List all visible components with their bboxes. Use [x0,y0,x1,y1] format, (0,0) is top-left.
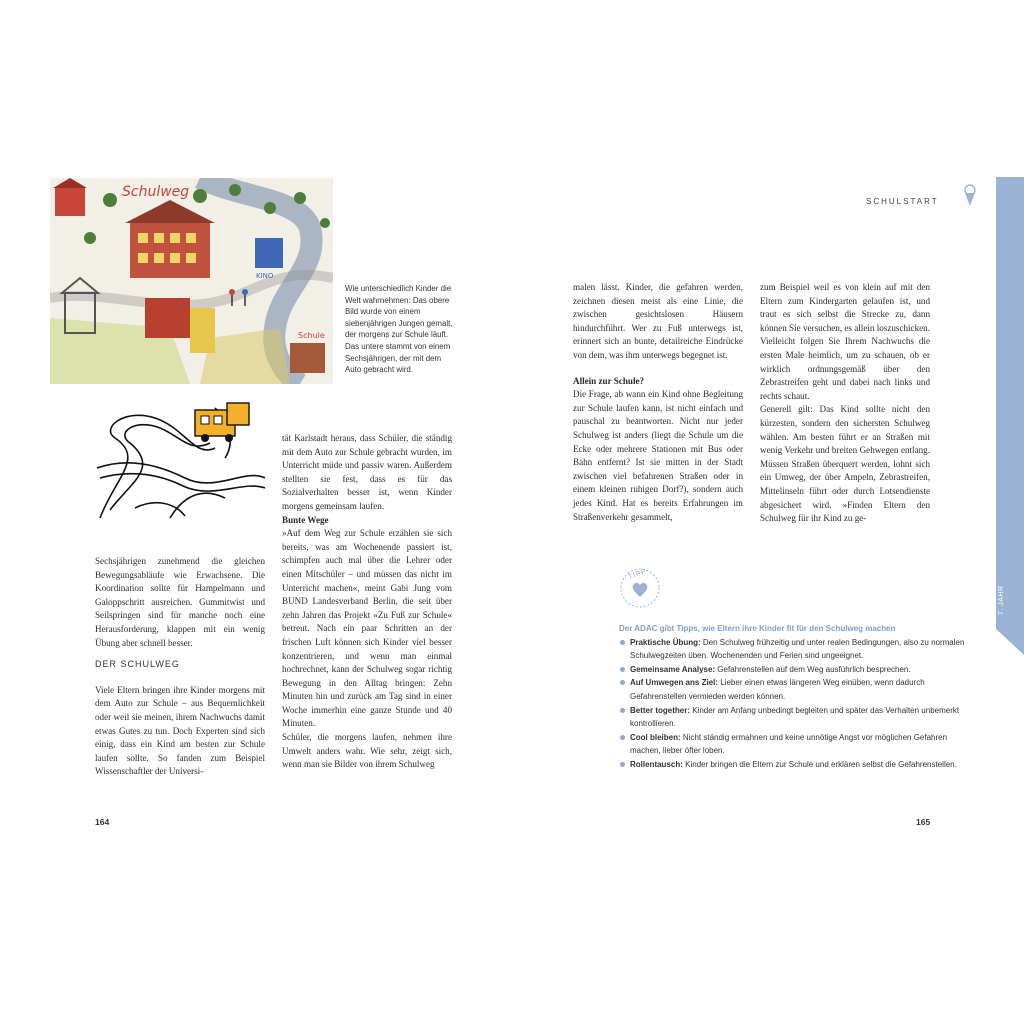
car-child-drawing [95,398,270,522]
chapter-side-tab-label: 7. JAHR [998,585,1005,615]
section-heading-schulweg: DER SCHULWEG [95,659,180,670]
image-caption: Wie unterschiedlich Kinder die Welt wahrnehmen: Das obere Bild wurde von einem siebenjährigen Jungen gemalt, der morgens zur Schule läuft. Das untere stammt von einem Sechsjährigen, der mit dem Auto gebracht wird. [345,284,453,375]
tip-text: Nicht ständig ermahnen und keine unnötige Angst vor möglichen Gefahren machen, lieber öfter loben. [630,732,948,756]
walking-child-drawing-art [50,178,333,384]
tip-term: Praktische Übung: [630,637,701,647]
subheading-allein-zur-schule: Allein zur Schule? [573,375,645,386]
right-col2-paragraph-2: Generell gilt: Das Kind sollte nicht den kürzesten, sondern den sichersten Schulweg wählen. Am besten führt er an Straßen mit wenig Verkehr und breiten Gehwegen entlang. Müssen Straßen überquert werden, lohnt sich ein Umweg, der über Ampeln, Zebrastreifen, Mittelinseln führt oder durch Lotsendienste abgesichert wird. »Finden Eltern den Schulweg für ihr Kind zu ge- [760,404,930,524]
car-child-drawing-art [95,398,270,522]
tip-badge-label: TIPP [627,567,649,582]
left-col2-paragraph-3: Schüler, die morgens laufen, nehmen ihre Umwelt anders wahr. Wie sehr, zeigt sich, wenn man sie Bilder von ihrem Schulweg [282,732,452,770]
tips-heading: Der ADAC gibt Tipps, wie Eltern ihre Kinder fit für den Schulweg machen [619,624,896,633]
right-col1-paragraph-2: Die Frage, ab wann ein Kind ohne Begleitung zur Schule laufen kann, ist nicht einfach und pauschal zu beantworten. Nicht nur jeder Schulweg ist anders (liegt die Schule um die Ecke oder mehrere Stationen mit Bus oder Bahn entfernt? Ist sie mitten in der Stadt zwischen viel befahrenen Straßen oder in einem kleinen ruhigen Dorf?), sondern auch jedes Kind. Hat es bereits Erfahrungen im Straßenverkehr gesammelt, [573,389,743,522]
tip-item [619,758,971,772]
running-head: SCHULSTART [866,197,939,206]
tip-item [619,676,971,703]
left-col1-paragraph-2: Viele Eltern bringen ihre Kinder morgens mit dem Auto zur Schule – aus Bequemlichkeit oder weil sie meinen, ihrem Nachwuchs damit etwas Gutes zu tun. Doch Experten sind sich einig, dass ein Kind am besten zur Schule laufen sollte. So fanden zum Beispiel Wissenschaftler der Universi- [95,684,265,777]
tip-term: Gemeinsame Analyse: [630,664,716,674]
left-col1-paragraph-1: Sechsjährigen zunehmend die gleichen Bewegungsabläufe wie Erwachsene. Die Koordination sollte für Hampelmann und Galoppschritt ausreichen. Gummitwist und Seilspringen sind für manche noch eine Herausforderung, klappen mit ein wenig Übung aber schnell besser. [95,556,265,648]
tip-text: Lieber einen etwas längeren Weg einüben, wenn dadurch Gefahrenstellen vermieden werden können. [630,678,925,701]
tip-item [619,731,971,758]
chapter-side-tab [996,177,1024,655]
left-column-1 [95,555,265,779]
tip-term: Auf Umwegen ans Ziel: [630,678,719,688]
left-col2-paragraph-2: »Auf dem Weg zur Schule erzählen sie sich bereits, was am Wochenende passiert ist, schimpfen auch mal über die Lehrer oder einen Mitschüler – und müssen das nicht im Unterricht machen«, meint Gabi Jung vom BUND Landesverband Berlin, die seit über zehn Jahren das Projekt »Zu Fuß zur Schule« betreut. Nach ein paar Schritten an der frischen Luft können sich Kinder viel besser konzentrieren, und wenn man einmal hochrechnet, kann der Schulweg sogar richtig Bewegung in den Alltag bringen: Zehn Minuten hin und zurück am Tag sind in einer Woche immerhin eine ganze Stunde und 40 Minuten. [282,528,452,729]
page-number-left: 164 [95,817,110,827]
drawing-label-school: Schule [298,331,325,340]
right-column-1 [573,281,743,524]
subheading-bunte-wege: Bunte Wege [282,514,329,525]
left-col2-paragraph-1: tät Karlstadt heraus, dass Schüler, die ständig mit dem Auto zur Schule gebracht wurden, im Unterricht müde und passiv waren. Außerdem stellten sie fest, dass es für das Sozialverhalten besser ist, wenn Kinder morgens gemeinsam laufen. [282,433,452,511]
tip-term: Cool bleiben: [630,732,681,742]
tip-term: Rollentausch: [630,759,683,769]
tips-list [619,636,971,772]
heart-icon [633,583,648,597]
right-column-2 [760,281,930,526]
tip-item [619,636,971,663]
ice-cream-icon [963,184,977,208]
right-col1-paragraph-1: malen lässt. Kinder, die gefahren werden, zeichnen diesen meist als eine Linie, die zwischen gesichtslosen Häusern hindurchführt. Wer zu Fuß unterwegs ist, erinnert sich an bunte, detailreiche Eindrücke von dem, was ihm unterwegs begegnet ist. [573,282,743,360]
left-column-2 [282,432,452,772]
tips-box [619,622,971,772]
tip-text: Den Schulweg frühzeitig und unter realen Bedingungen, also zu normalen Schulwegzeiten üben. Wochenenden und Ferien sind ungeeignet. [630,637,965,661]
drawing-label-school-route: Schulweg [122,184,190,200]
right-col2-paragraph-1: zum Beispiel weil es von klein auf mit den Eltern zum Kindergarten gelaufen ist, und traut es sich selbst die Strecke zu, dann können Sie versuchen, es allein loszuschicken. Vielleicht folgen Sie Ihrem Nachwuchs die ersten Male heimlich, um zu schauen, ob er wirklich ordnungsgemäß über den Zebrastreifen geht und dabei nach links und rechts schaut. [760,282,930,401]
tip-term: Better together: [630,705,691,715]
drawing-label-cinema: KINO [256,272,274,280]
page-number-right: 165 [916,817,931,827]
tip-item [619,704,971,731]
tip-text: Gefahrenstellen auf dem Weg ausführlich besprechen. [715,664,911,674]
tip-item [619,663,971,677]
walking-child-drawing [50,178,333,384]
tip-badge [619,567,661,609]
tip-text: Kinder am Anfang unbedingt begleiten und später das Verhalten unbemerkt kontrollieren. [630,705,960,729]
tip-text: Kinder bringen die Eltern zur Schule und erklären selbst die Gefahrenstellen. [682,759,957,769]
